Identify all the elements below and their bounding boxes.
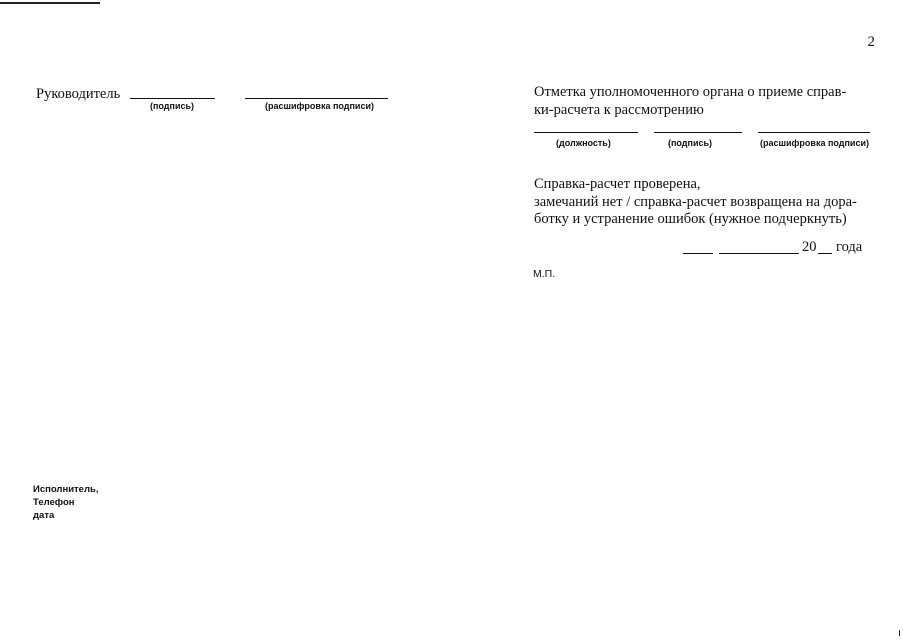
checked-line-3: ботку и устранение ошибок (нужное подчеркнуть) — [534, 211, 847, 227]
phone-label: Телефон — [33, 497, 75, 508]
checked-line-1: Справка-расчет проверена, — [534, 176, 701, 192]
position-line[interactable] — [534, 132, 638, 133]
position-caption: (должность) — [556, 138, 611, 148]
page-number: 2 — [867, 34, 875, 50]
director-decoding-line[interactable] — [245, 98, 388, 99]
date-month-line[interactable] — [719, 253, 799, 254]
date-year-line[interactable] — [818, 253, 832, 254]
director-signature-line[interactable] — [130, 98, 215, 99]
executor-label: Исполнитель, — [33, 484, 99, 495]
authority-mark-line-2: ки-расчета к рассмотрению — [534, 101, 704, 118]
authority-signature-line[interactable] — [654, 132, 742, 133]
director-decoding-caption: (расшифровка подписи) — [265, 101, 374, 111]
executor-block — [33, 483, 98, 522]
authority-mark-line-1: Отметка уполномоченного органа о приеме справ- — [534, 84, 847, 100]
authority-decoding-line[interactable] — [758, 132, 870, 133]
checked-line-2: замечаний нет / справка-расчет возвращена на дора- — [534, 193, 857, 210]
authority-mark-text — [534, 84, 846, 119]
date-label: дата — [33, 510, 55, 521]
director-signature-caption: (подпись) — [150, 101, 195, 111]
top-edge-line — [0, 2, 100, 4]
director-label: Руководитель — [36, 86, 121, 102]
date-century: 20 — [802, 239, 817, 255]
checked-text — [534, 176, 857, 229]
date-suffix: года — [836, 239, 863, 255]
authority-signature-caption: (подпись) — [668, 138, 713, 148]
date-day-line[interactable] — [683, 253, 713, 254]
corner-mark — [899, 630, 900, 636]
stamp-label: М.П. — [533, 268, 556, 280]
authority-decoding-caption: (расшифровка подписи) — [760, 138, 869, 148]
